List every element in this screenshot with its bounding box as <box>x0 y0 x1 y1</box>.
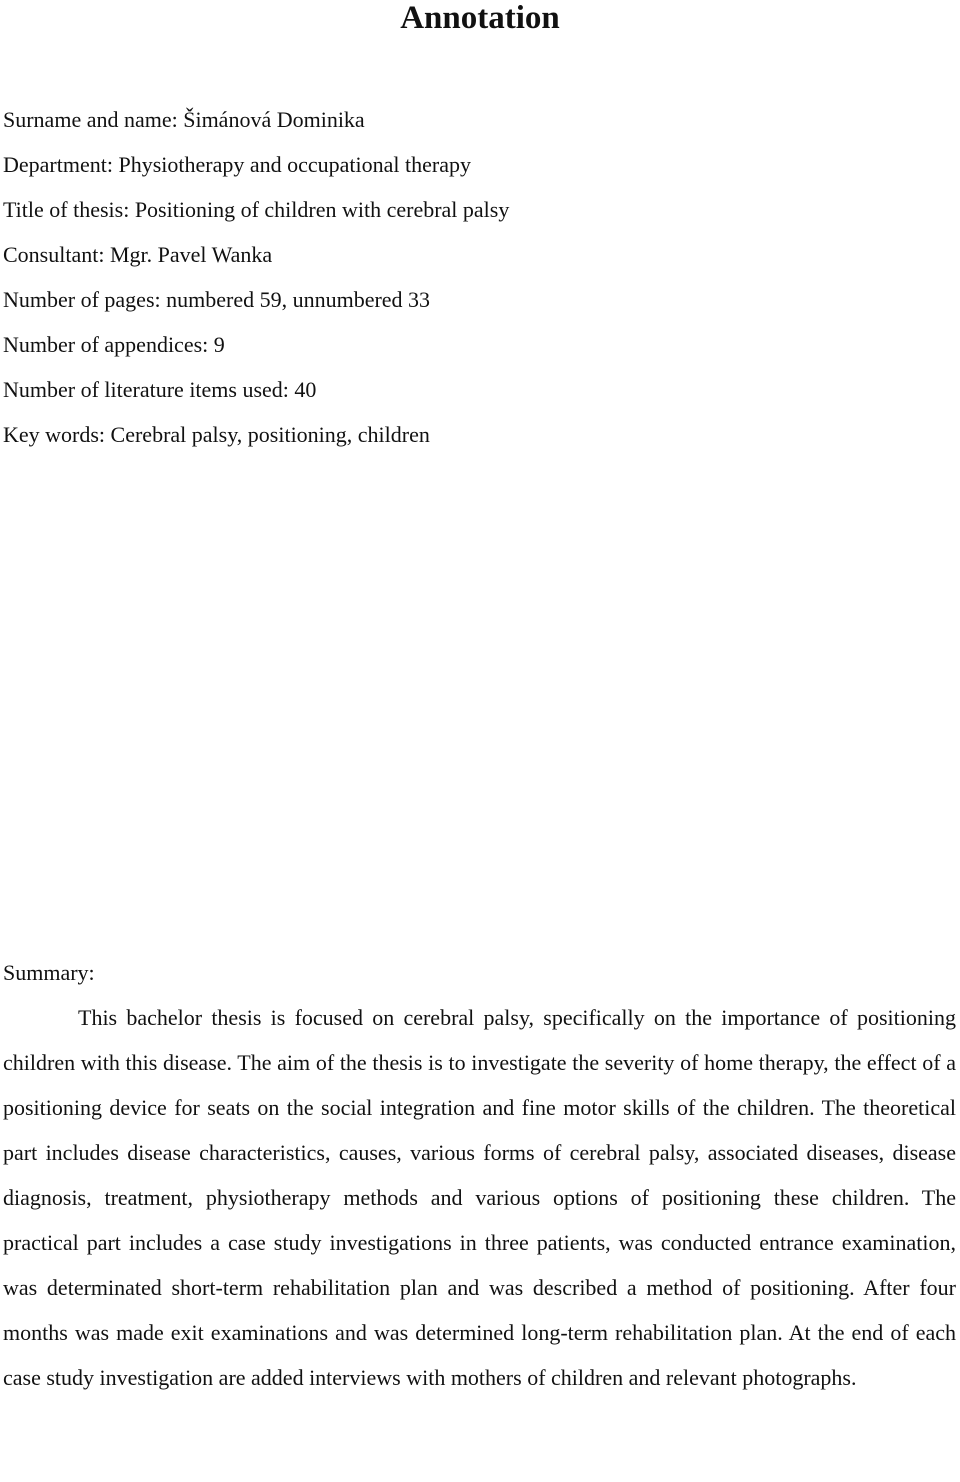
thesis-metadata-list <box>3 97 509 457</box>
metadata-item-name: Surname and name: Šimánová Dominika <box>3 107 365 132</box>
metadata-item-pages: Number of pages: numbered 59, unnumbered 33 <box>3 287 431 312</box>
metadata-item-thesis-title: Title of thesis: Positioning of children with cerebral palsy <box>3 197 510 222</box>
summary-paragraph: This bachelor thesis is focused on cerebral palsy, specifically on the importance of positioning children with this disease. The aim of the thesis is to investigate the severity of home therapy, the effect of a positioning device for seats on the social integration and fine motor skills of the children. The theoretical part includes disease characteristics, causes, various forms of cerebral palsy, associated diseases, disease diagnosis, treatment, physiotherapy methods and various options of positioning these children. The practical part includes a case study investigations in three patients, was conducted entrance examination, was determinated short-term rehabilitation plan and was described a method of positioning. After four months was made exit examinations and was determined long-term rehabilitation plan. At the end of each case study investigation are added interviews with mothers of children and relevant photographs. <box>3 1005 956 1390</box>
metadata-item-appendices: Number of appendices: 9 <box>3 332 225 357</box>
metadata-item-consultant: Consultant: Mgr. Pavel Wanka <box>3 242 273 267</box>
page-title: Annotation <box>400 0 560 36</box>
metadata-item-keywords: Key words: Cerebral palsy, positioning, children <box>3 422 430 447</box>
metadata-item-department: Department: Physiotherapy and occupational therapy <box>3 152 471 177</box>
metadata-item-literature: Number of literature items used: 40 <box>3 377 317 402</box>
summary-label: Summary: <box>3 960 95 985</box>
